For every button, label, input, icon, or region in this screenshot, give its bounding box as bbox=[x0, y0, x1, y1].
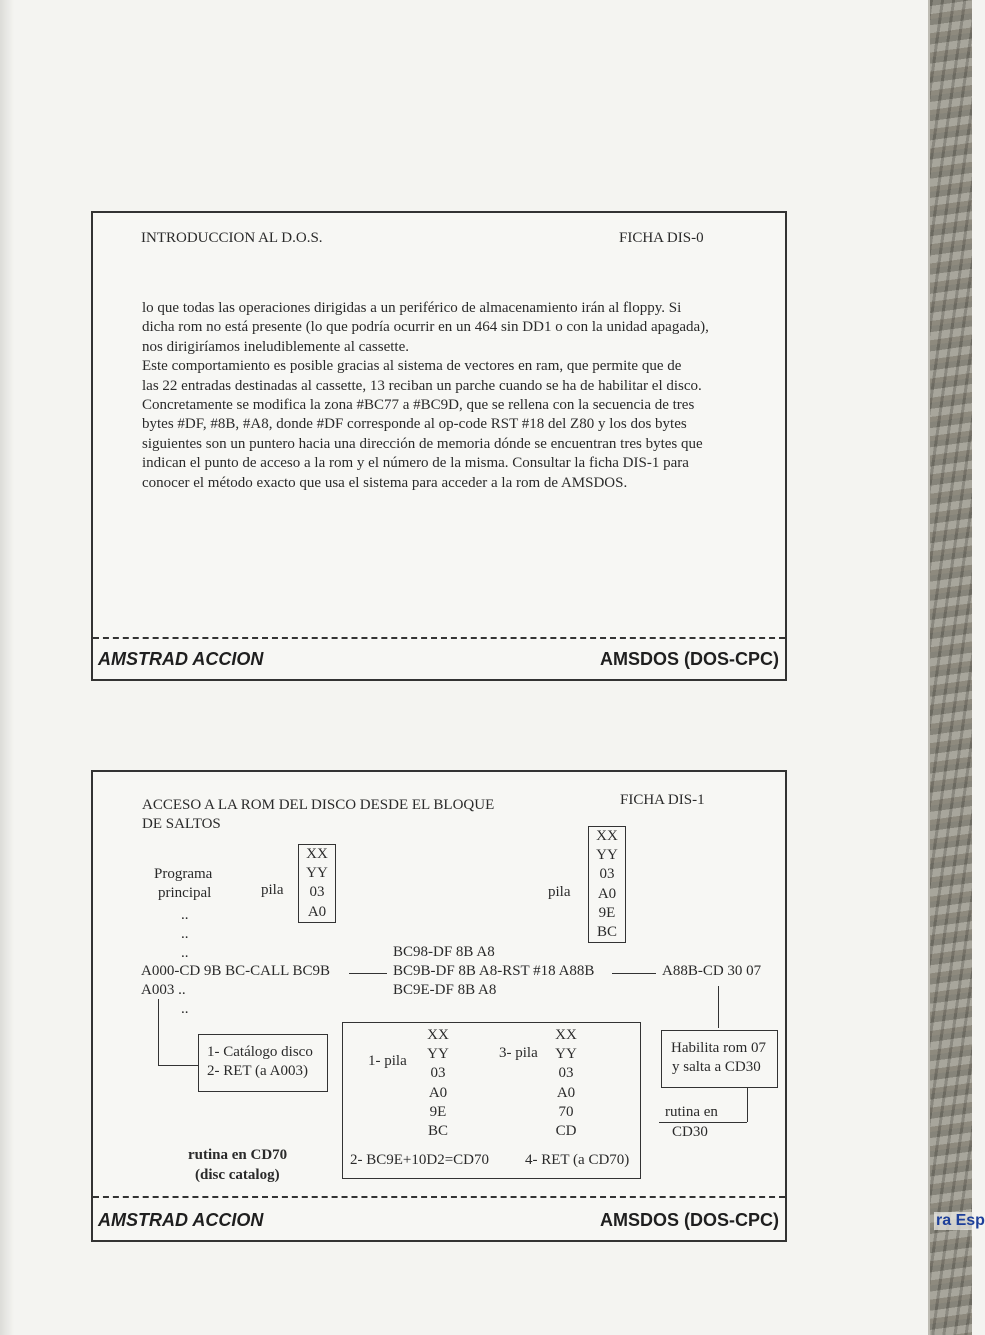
ficha-1-label: FICHA DIS-1 bbox=[620, 792, 705, 808]
habilita-line2: y salta a CD30 bbox=[672, 1059, 761, 1075]
principal-label: principal bbox=[158, 885, 212, 901]
stack-cell: A0 bbox=[307, 903, 327, 920]
jump-row: BC98-DF 8B A8 bbox=[393, 944, 495, 960]
body-line: lo que todas las operaciones dirigidas a un periférico de almacenamiento irán al floppy. Si bbox=[142, 300, 682, 316]
dots: .. bbox=[181, 907, 189, 923]
footer-section: AMSDOS (DOS-CPC) bbox=[600, 649, 779, 669]
a003-line: A003 .. bbox=[141, 982, 186, 998]
stack-cell: YY bbox=[596, 847, 618, 864]
stack-cell: BC bbox=[596, 924, 617, 941]
catalog-step1: 1- Catálogo disco bbox=[207, 1044, 313, 1060]
jump-row: BC9E-DF 8B A8 bbox=[393, 982, 497, 998]
a88b-line: A88B-CD 30 07 bbox=[662, 963, 762, 979]
footer-brand: AMSTRAD ACCION bbox=[98, 649, 264, 669]
pila-label: pila bbox=[261, 882, 284, 898]
rutina-cd30-address: CD30 bbox=[672, 1124, 708, 1140]
body-line: conocer el método exacto que usa el sistema para acceder a la rom de AMSDOS. bbox=[142, 474, 628, 491]
footer-section: AMSDOS (DOS-CPC) bbox=[600, 1210, 779, 1230]
pila1-label: 1- pila bbox=[368, 1053, 407, 1069]
dots: .. bbox=[181, 926, 189, 942]
dots: .. bbox=[181, 945, 189, 961]
stack-cell: XX bbox=[555, 1027, 577, 1043]
edge-cut-text: ra Esp bbox=[936, 1212, 985, 1229]
ficha-0-label: FICHA DIS-0 bbox=[619, 230, 704, 246]
body-line: nos dirigiríamos ineludiblemente al cassette. bbox=[142, 338, 410, 355]
dashed-divider bbox=[93, 1196, 785, 1198]
stack-right bbox=[588, 826, 626, 943]
stack-cell: 70 bbox=[558, 1103, 574, 1120]
stack-cell: BC bbox=[427, 1123, 448, 1140]
stack-cell: 03 bbox=[599, 866, 615, 883]
stack-cell: A0 bbox=[597, 885, 617, 902]
programa-label: Programa bbox=[154, 866, 213, 882]
habilita-line1: Habilita rom 07 bbox=[671, 1040, 766, 1056]
stack-cell: XX bbox=[306, 846, 328, 862]
connector-bracket bbox=[158, 999, 159, 1065]
body-line: Este comportamiento es posible gracias al sistema de vectores en ram, que permite que de bbox=[142, 358, 682, 375]
stack-cell: XX bbox=[596, 828, 618, 844]
body-line: bytes #DF, #8B, #A8, donde #DF corresponde al op-code RST #18 del Z80 y los dos bytes bbox=[142, 416, 687, 433]
stack-cell: XX bbox=[427, 1027, 449, 1043]
stack-cell: YY bbox=[555, 1046, 577, 1063]
connector-bracket bbox=[158, 1065, 198, 1066]
dashed-divider bbox=[93, 637, 785, 639]
ficha-1-title-line1: ACCESO A LA ROM DEL DISCO DESDE EL BLOQUE bbox=[142, 797, 495, 813]
catalog-step2: 2- RET (a A003) bbox=[207, 1063, 308, 1079]
body-line: las 22 entradas destinadas al cassette, 13 reciban un parche cuando se ha de habilitar el disco. bbox=[142, 377, 702, 394]
stack-cell: 03 bbox=[558, 1065, 574, 1082]
background-stone-wall bbox=[928, 0, 985, 1335]
pila3-label: 3- pila bbox=[499, 1045, 538, 1061]
body-line: indican el punto de acceso a la rom y el número de la misma. Consultar la ficha DIS-1 para bbox=[142, 455, 689, 472]
stack-left bbox=[298, 844, 336, 923]
ficha-1-title-line2: DE SALTOS bbox=[142, 816, 221, 832]
stack-cell: 9E bbox=[598, 904, 616, 921]
pila3-column bbox=[551, 1026, 581, 1141]
catalog-box bbox=[198, 1034, 328, 1092]
footer-brand: AMSTRAD ACCION bbox=[98, 1210, 264, 1230]
habilita-box bbox=[661, 1030, 778, 1088]
ficha-dis-0-card bbox=[91, 211, 787, 681]
body-line: Concretamente se modifica la zona #BC77 a #BC9D, que se rellena con la secuencia de tres bbox=[142, 397, 695, 414]
connector-cd30 bbox=[659, 1122, 747, 1123]
stack-cell: A0 bbox=[428, 1084, 448, 1101]
arrow-call-to-jump bbox=[349, 973, 387, 974]
jump-row: BC9B-DF 8B A8-RST #18 A88B bbox=[393, 963, 595, 979]
rutina-cd70-note: (disc catalog) bbox=[195, 1167, 280, 1183]
body-line: siguientes son un puntero hacia una dirección de memoria dónde se encuentran tres bytes que bbox=[142, 435, 703, 452]
page-shadow bbox=[0, 0, 14, 1335]
body-line: dicha rom no está presente (lo que podría ocurrir en un 464 sin DD1 o con la unidad apagada), bbox=[142, 319, 709, 336]
ficha-0-body bbox=[142, 299, 762, 493]
stack-cell: CD bbox=[555, 1123, 577, 1140]
stack-cell: 9E bbox=[429, 1103, 447, 1120]
ficha-dis-1-card bbox=[91, 770, 787, 1242]
dots: .. bbox=[181, 1001, 189, 1017]
connector-cd30 bbox=[747, 1088, 748, 1122]
stack-cell: A0 bbox=[556, 1084, 576, 1101]
stack-cell: 03 bbox=[309, 884, 325, 901]
stack-cell: YY bbox=[427, 1046, 449, 1063]
pila-label: pila bbox=[548, 884, 571, 900]
rutina-cd30-label: rutina en bbox=[665, 1104, 718, 1120]
step4-text: 4- RET (a CD70) bbox=[525, 1152, 630, 1168]
rutina-cd70-label: rutina en CD70 bbox=[188, 1147, 288, 1163]
arrow-jump-to-a88b bbox=[612, 973, 656, 974]
step2-text: 2- BC9E+10D2=CD70 bbox=[350, 1152, 490, 1168]
pila1-column bbox=[423, 1026, 453, 1141]
call-line: A000-CD 9B BC-CALL BC9B bbox=[141, 963, 331, 979]
connector-a88b-habilita bbox=[718, 986, 719, 1028]
stack-cell: YY bbox=[306, 865, 328, 882]
center-stack-box bbox=[342, 1022, 641, 1179]
ficha-0-title: INTRODUCCION AL D.O.S. bbox=[141, 230, 323, 246]
stack-cell: 03 bbox=[430, 1065, 446, 1082]
